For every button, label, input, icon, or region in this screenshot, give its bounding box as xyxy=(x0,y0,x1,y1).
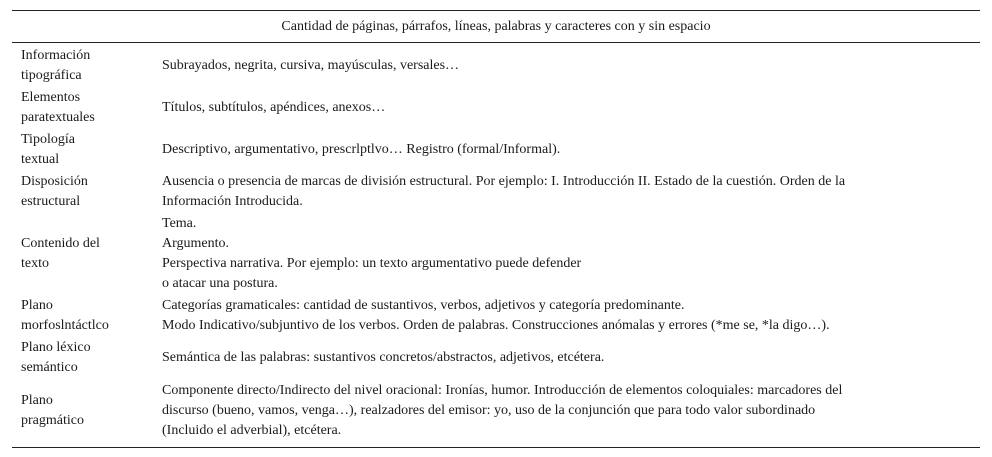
table-row xyxy=(12,171,980,213)
row-description: Componente directo/Indirecto del nivel oracional: Ironías, humor. Introducción de elementos coloquiales: marcadores del discurso (bueno, vamos, venga…), realzadores del emisor: yo, uso de la conjunción que para todo valor subordinado (Incluido el adverbial), etcétera. xyxy=(162,383,843,438)
row-label: Disposición estructural xyxy=(21,174,88,209)
row-description: Semántica de las palabras: sustantivos concretos/abstractos, adjetivos, etcétera. xyxy=(162,350,605,365)
table-row xyxy=(12,45,980,87)
table-row xyxy=(12,213,980,295)
row-description: Descriptivo, argumentativo, prescrlptlvo… Registro (formal/Informal). xyxy=(162,142,561,157)
table-title: Cantidad de páginas, párrafos, líneas, palabras y caracteres con y sin espacio xyxy=(281,19,711,34)
row-label: Plano morfoslntáctlco xyxy=(21,298,109,333)
row-label: Elementos paratextuales xyxy=(21,90,95,125)
header-rule xyxy=(12,42,980,43)
row-description: Subrayados, negrita, cursiva, mayúsculas, versales… xyxy=(162,58,460,73)
table-row xyxy=(12,87,980,129)
table-row xyxy=(12,295,980,337)
row-description: Categorías gramaticales: cantidad de sustantivos, verbos, adjetivos y categoría predominante. Modo Indicativo/subjuntivo de los verbos. Orden de palabras. Construcciones anómalas y errores (*me se, *la digo…). xyxy=(162,298,830,333)
row-description: Títulos, subtítulos, apéndices, anexos… xyxy=(162,100,386,115)
row-label: Plano léxico semántico xyxy=(21,340,91,375)
row-label: Información tipográfica xyxy=(21,48,91,83)
table-row xyxy=(12,129,980,171)
bottom-rule xyxy=(12,447,980,448)
row-description: Ausencia o presencia de marcas de división estructural. Por ejemplo: I. Introducción II. Estado de la cuestión. Orden de la Información Introducida. xyxy=(162,174,846,209)
row-label: Contenido del texto xyxy=(21,236,100,271)
row-description: Tema. Argumento. Perspectiva narrativa. Por ejemplo: un texto argumentativo puede defender o atacar una postura. xyxy=(162,216,582,291)
document-table xyxy=(12,10,980,448)
table-row xyxy=(12,337,980,379)
row-label: Plano pragmático xyxy=(21,393,84,428)
row-label: Tipología textual xyxy=(21,132,75,167)
table-row xyxy=(12,379,980,443)
